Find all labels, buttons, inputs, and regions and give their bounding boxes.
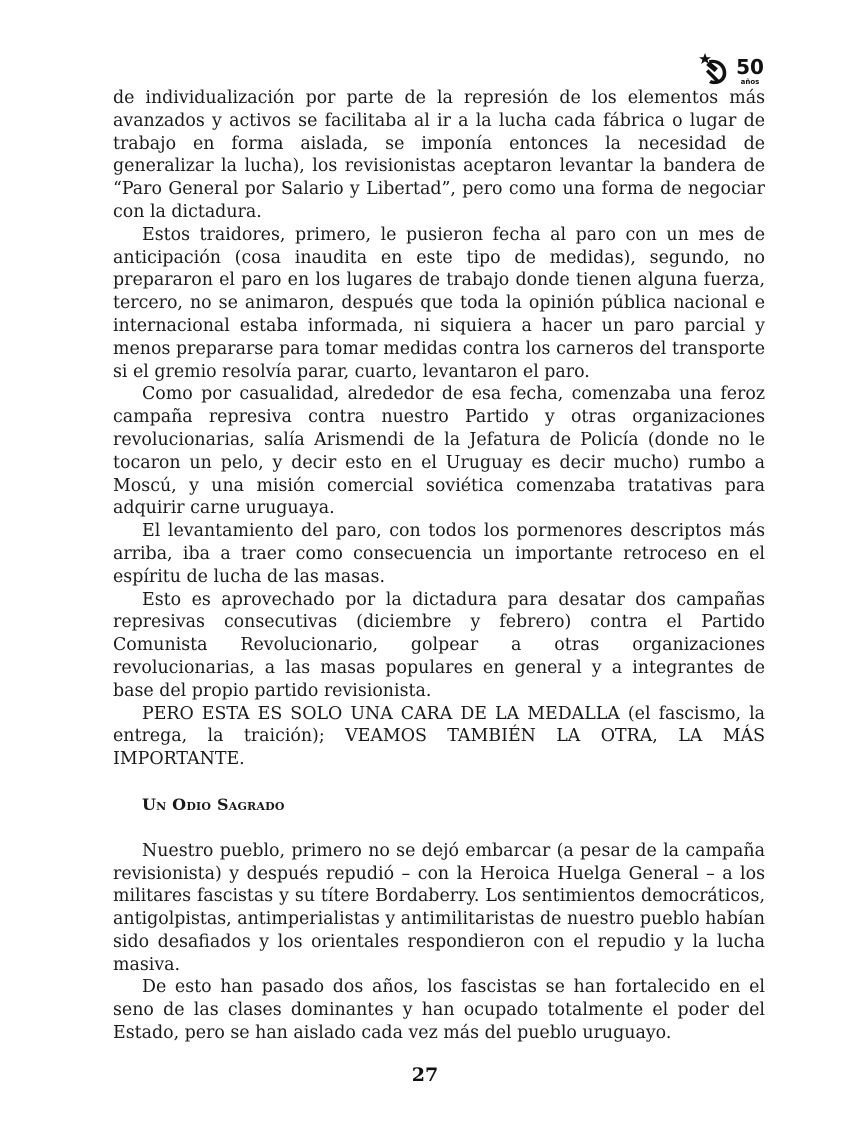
paragraph-1: de individualización por parte de la represión de los elementos más avanzados y activos se facilitaba al ir a la lucha cada fábrica o lugar de trabajo en forma aislada, se imponía entonces la necesidad de generalizar la lucha), los revisionistas aceptaron levantar la bandera de “Paro General por Salario y Libertad”, pero como una forma de negociar con la dictadura.	[113, 88, 765, 222]
party-50-years-logo	[698, 52, 770, 88]
section-heading	[113, 794, 765, 817]
section-paragraph-2: De esto han pasado dos años, los fascistas se han fortalecido en el seno de las clases dominantes y han ocupado totalmente el poder del Estado, pero se han aislado cada vez más del pueblo uruguayo.	[113, 977, 765, 1044]
paragraph-3: Como por casualidad, alrededor de esa fecha, comenzaba una feroz campaña represiva contra nuestro Partido y otras organizaciones revolucionarias, salía Arismendi de la Jefatura de Policía (donde no le tocaron un pelo, y decir esto en el Uruguay es decir mucho) rumbo a Moscú, y una misión comercial soviética comenzaba tratativas para adquirir carne uruguaya.	[113, 384, 765, 519]
paragraph-4: El levantamiento del paro, con todos los pormenores descriptos más arriba, iba a traer como consecuencia un importante retroceso en el espíritu de lucha de las masas.	[113, 521, 765, 587]
section-paragraph-1: Nuestro pueblo, primero no se dejó embarcar (a pesar de la campaña revisionista) y después repudió – con la Heroica Huelga General – a los militares fascistas y su títere Bordaberry. Los sentimientos democráticos, antigolpistas, antimperialistas y antimilitaristas de nuestro pueblo habían sido desafiados y los orientales respondieron con el repudio y la lucha masiva.	[113, 840, 766, 975]
logo-number: 50	[736, 55, 764, 79]
paragraph-6: PERO ESTA ES SOLO UNA CARA DE LA MEDALLA (el fascismo, la entrega, la traición); VEAMOS TAMBIÉN LA OTRA, LA MÁS IMPORTANTE.	[113, 703, 765, 770]
logo-sub: años	[740, 78, 760, 86]
section-heading-text: Un Odio Sagrado	[142, 794, 285, 814]
paragraph-2: Estos traidores, primero, le pusieron fecha al paro con un mes de anticipación (cosa inaudita en este tipo de medidas), segundo, no prepararon el paro en los lugares de trabajo donde tienen alguna fuerza, tercero, no se animaron, después que toda la opinión pública nacional e internacional estaba informada, ni siquiera a hacer un paro parcial y menos prepararse para tomar medidas contra los carneros del transporte si el gremio resolvía parar, cuarto, levantaron el paro.	[113, 224, 765, 382]
page-number: 27	[411, 1064, 439, 1086]
paragraph-5: Esto es aprovechado por la dictadura para desatar dos campañas represivas consecutivas (diciembre y febrero) contra el Partido Comunista Revolucionario, golpear a otras organizaciones revolucionarias, a las masas populares en general y a integrantes de base del propio partido revisionista.	[113, 589, 765, 701]
hammer-sickle-star-icon	[698, 52, 770, 88]
page-body	[113, 87, 765, 1045]
